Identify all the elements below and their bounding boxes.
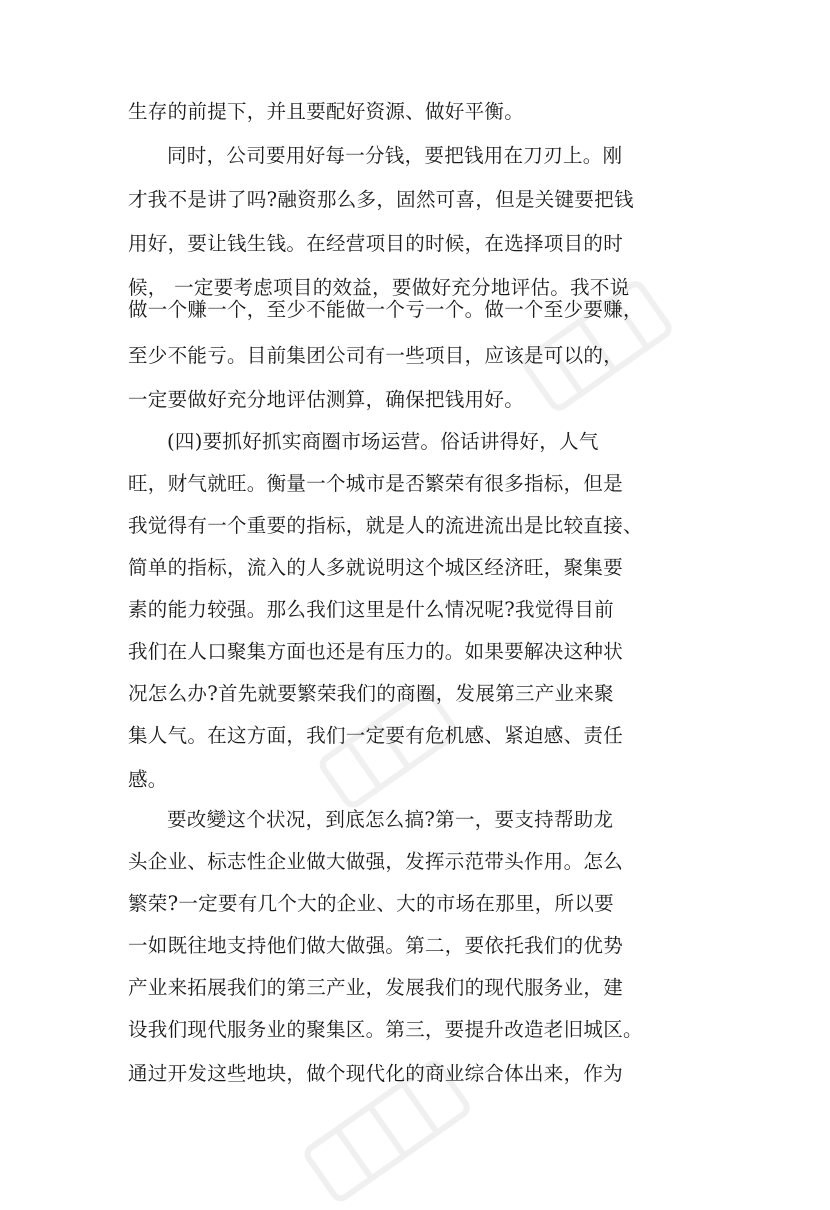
section-heading-line: (四)要抓好抓实商圈市场运营。俗话讲得好，人气 (167, 430, 599, 453)
text-line: 设我们现代服务业的聚集区。第三，要提升改造老旧城区。 (128, 1018, 643, 1041)
text-line: 感。 (128, 768, 168, 791)
text-line: 集人气。在这方面，我们一定要有危机感、紧迫感、责任 (128, 724, 624, 747)
text-line: 候， 一定要考虑项目的效益，要做好充分地评估。我不说 (128, 276, 630, 299)
text-line: 至少不能亏。目前集团公司有一些项目，应该是可以的， (128, 344, 624, 367)
text-line: 头企业、标志性企业做大做强，发挥示范带头作用。怎么 (128, 850, 624, 873)
text-line: 用好，要让钱生钱。在经营项目的时候，在选择项目的时 (128, 232, 624, 255)
text-line: 旺，财气就旺。衡量一个城市是否繁荣有很多指标，但是 (128, 472, 624, 495)
text-line: 一定要做好充分地评估测算，确保把钱用好。 (128, 388, 525, 411)
text-line: 产业来拓展我们的第三产业，发展我们的现代服务业，建 (128, 976, 624, 999)
paragraph-start-line: 要改變这个状况，到底怎么搞?第一，要支持帮助龙 (167, 808, 614, 831)
text-line: 简单的指标，流入的人多就说明这个城区经济旺，聚集要 (128, 556, 624, 579)
text-line: 我觉得有一个重要的指标，就是人的流进流出是比较直接、 (128, 514, 643, 537)
paragraph-start-line: 同时，公司要用好每一分钱，要把钱用在刀刃上。刚 (167, 144, 623, 167)
text-line: 做一个赚一个，至少不能做一个亏一个。做一个至少要赚， (128, 298, 643, 321)
text-line: 素的能力较强。那么我们这里是什么情况呢?我觉得目前 (128, 598, 614, 621)
text-line: 通过开发这些地块，做个现代化的商业综合体出来，作为 (128, 1062, 624, 1085)
text-line: 一如既往地支持他们做大做强。第二，要依托我们的优势 (128, 934, 624, 957)
text-line: 才我不是讲了吗?融资那么多，固然可喜，但是关键要把钱 (128, 188, 634, 211)
text-line: 况怎么办?首先就要繁荣我们的商圈，发展第三产业来聚 (128, 682, 614, 705)
text-line: 我们在人口聚集方面也还是有压力的。如果要解决这种状 (128, 640, 624, 663)
text-line: 生存的前提下，并且要配好资源、做好平衡。 (128, 100, 525, 123)
text-line: 繁荣?一定要有几个大的企业、大的市场在那里，所以要 (128, 892, 614, 915)
